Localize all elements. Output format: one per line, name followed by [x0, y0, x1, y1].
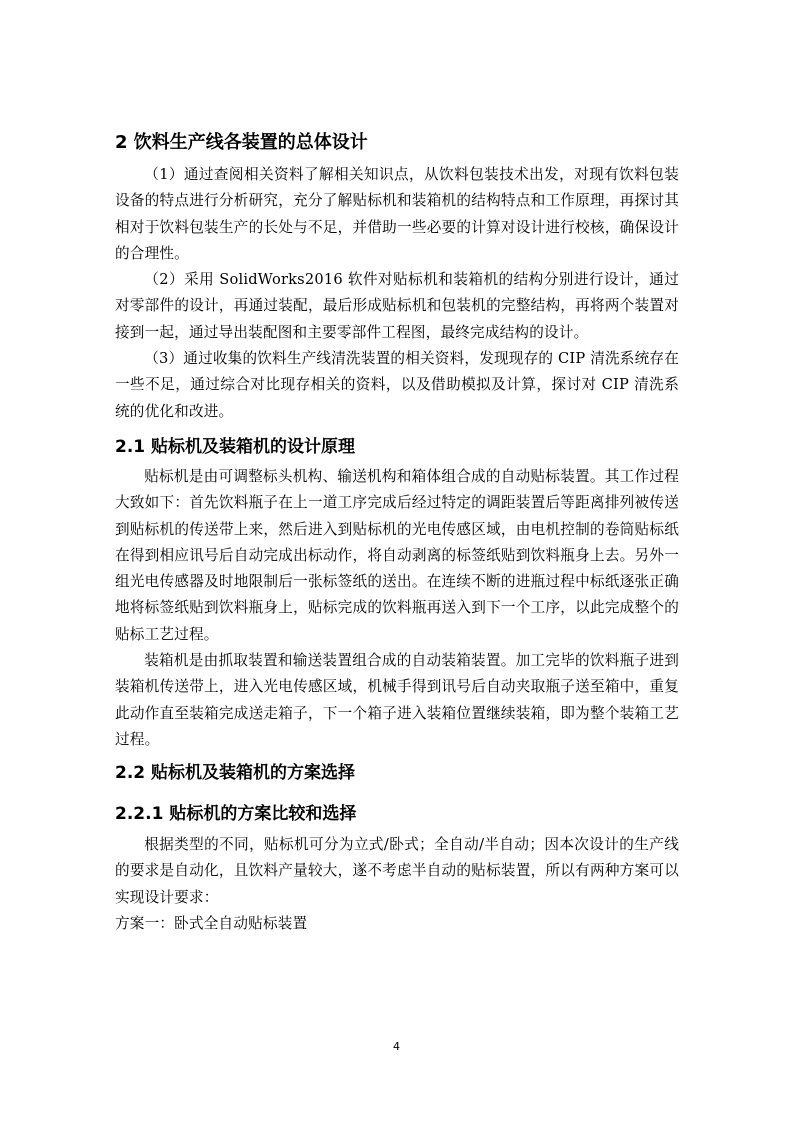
- section-paragraph-3: （3）通过收集的饮料生产线清洗装置的相关资料，发现现存的 CIP 清洗系统存在一些不足，通过综合对比现存相关的资料，以及借助模拟及计算，探讨对 CIP 清洗系统的优化和改进。: [115, 350, 679, 420]
- subsection-2-1-paragraph-2: 装箱机是由抓取装置和输送装置组合成的自动装箱装置。加工完毕的饮料瓶子进到装箱机传送带上，进入光电传感区域，机械手得到讯号后自动夹取瓶子送至箱中，重复此动作直至装箱完成送走箱子，下一个箱子进入装箱位置继续装箱，即为整个装箱工艺过程。: [115, 652, 679, 748]
- section-heading: 2 饮料生产线各装置的总体设计: [115, 132, 368, 153]
- section-paragraph-1: （1）通过查阅相关资料了解相关知识点，从饮料包装技术出发，对现有饮料包装设备的特点进行分析研究，充分了解贴标机和装箱机的结构特点和工作原理，再探讨其相对于饮料包装生产的长处与不足，并借助一些必要的计算对设计进行校核，确保设计的合理性。: [115, 166, 679, 262]
- subsection-2-2-1-heading: 2.2.1 贴标机的方案比较和选择: [115, 804, 357, 824]
- page-number: 4: [393, 1040, 400, 1053]
- subsection-2-2-1-paragraph-1: 根据类型的不同，贴标机可分为立式/卧式；全自动/半自动；因本次设计的生产线的要求是自动化，且饮料产量较大，遂不考虑半自动的贴标装置，所以有两种方案可以实现设计要求：: [115, 836, 679, 906]
- subsection-2-2-heading: 2.2 贴标机及装箱机的方案选择: [115, 763, 356, 783]
- section-paragraph-2: （2）采用 SolidWorks2016 软件对贴标机和装箱机的结构分别进行设计，通过对零部件的设计，再通过装配，最后形成贴标机和包装机的完整结构，再将两个装置对接到一起，通过导出装配图和主要零部件工程图，最终完成结构的设计。: [115, 271, 679, 341]
- subsection-2-1-paragraph-1: 贴标机是由可调整标头机构、输送机构和箱体组合成的自动贴标装置。其工作过程大致如下：首先饮料瓶子在上一道工序完成后经过特定的调距装置后等距离排列被传送到贴标机的传送带上来，然后进入到贴标机的光电传感区域，由电机控制的卷筒贴标纸在得到相应讯号后自动完成出标动作，将自动剥离的标签纸贴到饮料瓶身上去。另外一组光电传感器及时地限制后一张标签纸的送出。在连续不断的进瓶过程中标纸逐张正确地将标签纸贴到饮料瓶身上，贴标完成的饮料瓶再送入到下一个工序，以此完成整个的贴标工艺过程。: [115, 468, 679, 643]
- subsection-2-2-1-paragraph-2: 方案一：卧式全自动贴标装置: [115, 915, 308, 932]
- subsection-2-1-heading: 2.1 贴标机及装箱机的设计原理: [115, 437, 356, 457]
